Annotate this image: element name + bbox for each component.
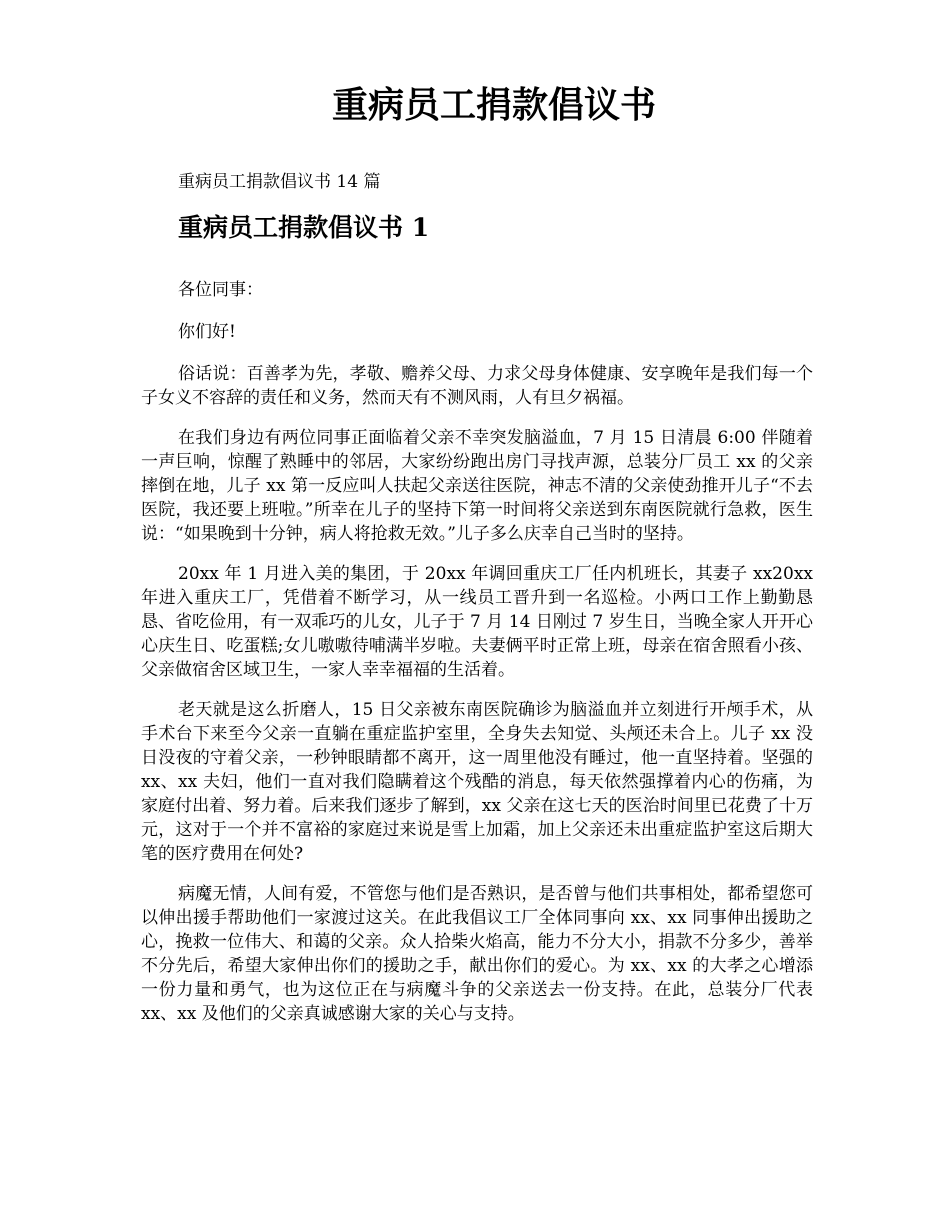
section-heading: 重病员工捐款倡议书 1 (178, 213, 430, 242)
greeting: 你们好! (178, 322, 236, 342)
salutation: 各位同事： (178, 280, 263, 300)
body-paragraph: 病魔无情，人间有爱，不管您与他们是否熟识，是否曾与他们共事相处，都希望您可以伸出援手帮助他们一家渡过这关。在此我倡议工厂全体同事向 xx、xx 同事伸出援助之心，挽救一位伟大、和蔼的父亲。众人拾柴火焰高，能力不分大小，捐款不分多少，善举不分先后，希望大家伸出你们的援助之手，献出你们的爱心。为 xx、xx 的大孝之心增添一份力量和勇气，也为这位正在与病魔斗争的父亲送去一份支持。在此，总装分厂代表 xx、xx 及他们的父亲真诚感谢大家的关心与支持。 (141, 884, 813, 1024)
body-paragraph: 20xx 年 1 月进入美的集团，于 20xx 年调回重庆工厂任内机班长，其妻子 xx20xx 年进入重庆工厂，凭借着不断学习，从一线员工晋升到一名巡检。小两口工作上勤勤恳恳、省吃俭用，有一双乖巧的儿女，儿子于 7 月 14 日刚过 7 岁生日，当晚全家人开开心心庆生日、吃蛋糕;女儿嗷嗷待哺满半岁啦。夫妻俩平时正常上班，母亲在宿舍照看小孩、父亲做宿舍区域卫生，一家人幸幸福福的生活着。 (141, 564, 813, 680)
document-title: 重病员工捐款倡议书 (331, 84, 656, 126)
body-paragraph: 老天就是这么折磨人，15 日父亲被东南医院确诊为脑溢血并立刻进行开颅手术，从手术台下来至今父亲一直躺在重症监护室里，全身失去知觉、头颅还未合上。儿子 xx 没日没夜的守着父亲，一秒钟眼睛都不离开，这一周里他没有睡过，他一直坚持着。坚强的 xx、xx 夫妇，他们一直对我们隐瞒着这个残酷的消息，每天依然强撑着内心的伤痛，为家庭付出着、努力着。后来我们逐步了解到，xx 父亲在这七天的医治时间里已花费了十万元，这对于一个并不富裕的家庭过来说是雪上加霜，加上父亲还未出重症监护室这后期大笔的医疗费用在何处? (141, 700, 813, 864)
letter-body (141, 278, 813, 1042)
body-paragraph: 俗话说：百善孝为先，孝敬、赡养父母、力求父母身体健康、安享晚年是我们每一个子女义不容辞的责任和义务，然而天有不测风雨，人有旦夕祸福。 (141, 364, 813, 408)
document-subtitle: 重病员工捐款倡议书 14 篇 (178, 172, 381, 192)
body-paragraph: 在我们身边有两位同事正面临着父亲不幸突发脑溢血，7 月 15 日清晨 6:00 伴随着一声巨响，惊醒了熟睡中的邻居，大家纷纷跑出房门寻找声源，总装分厂员工 xx 的父亲摔倒在地，儿子 xx 第一反应叫人扶起父亲送往医院，神志不清的父亲使劲推开儿子“不去医院，我还要上班啦。”所幸在儿子的坚持下第一时间将父亲送到东南医院就行急救，医生说：“如果晚到十分钟，病人将抢救无效。”儿子多么庆幸自己当时的坚持。 (141, 428, 813, 544)
